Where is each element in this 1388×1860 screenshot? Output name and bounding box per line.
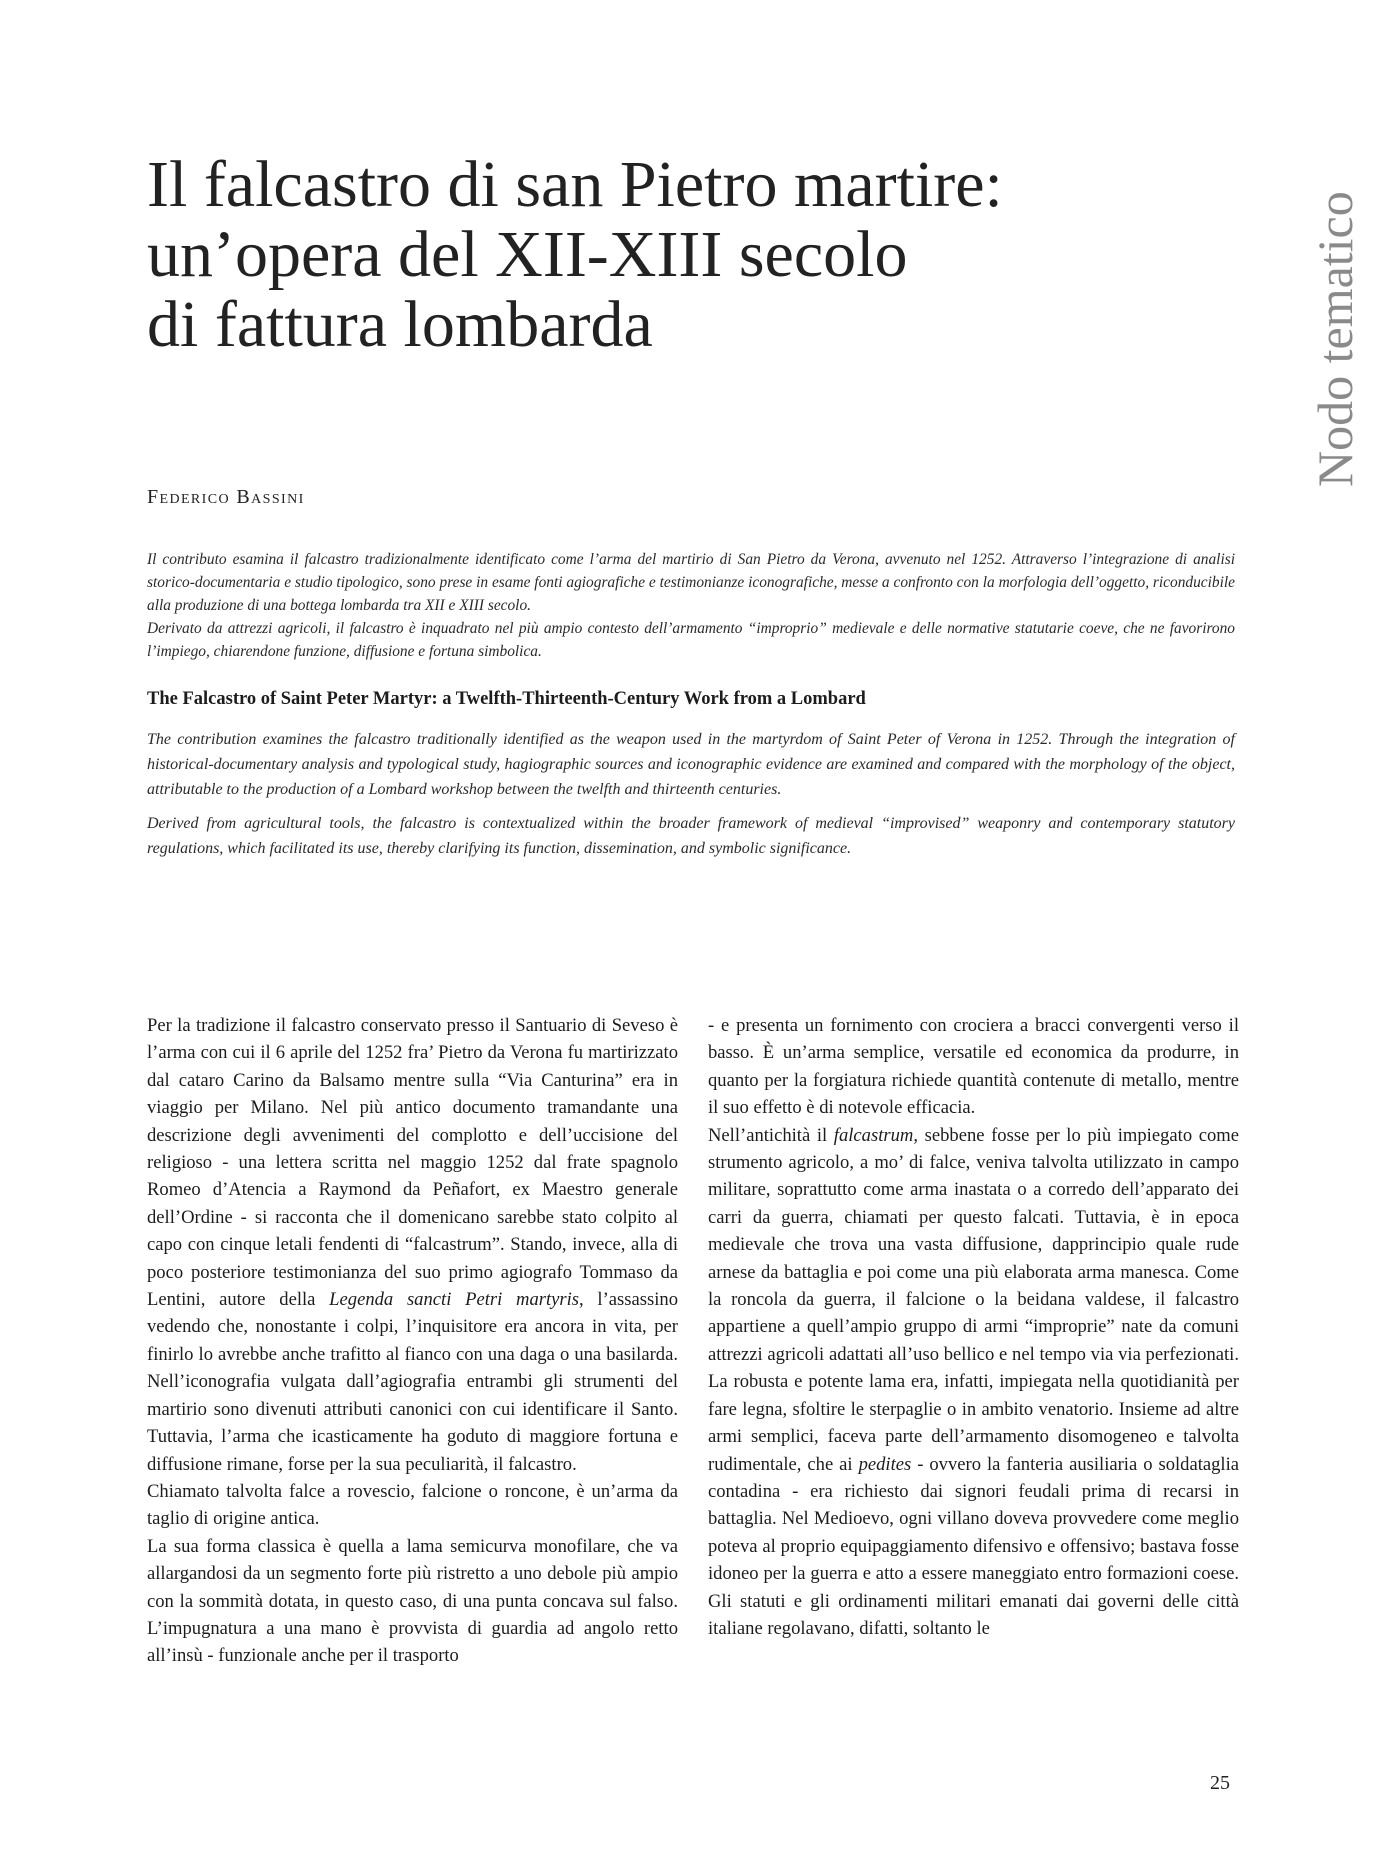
body-column-left xyxy=(147,1012,678,1670)
author-name: Federico Bassini xyxy=(147,486,305,508)
body-italic-term: pedites xyxy=(858,1453,912,1475)
abstract-it-paragraph: Il contributo esamina il falcastro tradizionalmente identificato come l’arma del martirio di San Pietro da Verona, avvenuto nel 1252. Attraverso l’integrazione di analisi storico-documentaria e studio tipologico, sono prese in esame fonti agiografiche e testimonianze iconografiche, messe a confronto con la morfologia dell’oggetto, riconducibile alla produzione di una bottega lombarda tra XII e XIII secolo. xyxy=(147,551,1235,614)
body-text: - ovvero la fanteria ausiliaria o soldataglia contadina - era richiesto dai signori feudali prima di recarsi in battaglia. Nel Medioevo, ogni villano doveva provvedere come meglio poteva al proprio equipaggiamento difensivo e offensivo; bastava fosse idoneo per la guerra e atto a essere maneggiato entro formazioni coese. Gli statuti e gli ordinamenti militari emanati dai governi delle città italiane regolavano, difatti, soltanto le xyxy=(708,1453,1240,1639)
body-paragraph: - e presenta un fornimento con crociera a bracci convergenti verso il basso. È un’arma semplice, versatile ed economica da produrre, in quanto per la forgiatura richiede quantità contenute di metallo, mentre il suo effetto è di notevole efficacia. xyxy=(708,1015,1239,1119)
body-column-right xyxy=(708,1012,1239,1642)
body-text: Nell’antichità il xyxy=(708,1124,834,1146)
section-label: Nodo tematico xyxy=(1307,191,1363,487)
body-paragraph xyxy=(708,1122,1239,1643)
abstract-en-paragraph: The contribution examines the falcastro traditionally identified as the weapon used in the martyrdom of Saint Peter of Verona in 1252. Through the integration of historical-documentary analysis and typological study, hagiographic sources and iconographic evidence are examined and compared with the morphology of the object, attributable to the production of a Lombard workshop between the twelfth and thirteenth centuries. xyxy=(147,731,1235,798)
abstract-it-paragraph: Derivato da attrezzi agricoli, il falcastro è inquadrato nel più ampio contesto dell’armamento “improprio” medievale e delle normative statutarie coeve, che ne favorirono l’impiego, chiarendone funzione, diffusione e fortuna simbolica. xyxy=(147,620,1235,660)
title-line-1: Il falcastro di san Pietro martire: xyxy=(147,148,1003,221)
body-paragraph: Chiamato talvolta falce a rovescio, falcione o roncone, è un’arma da taglio di origine antica. xyxy=(147,1480,678,1530)
body-paragraph: La sua forma classica è quella a lama semicurva monofilare, che va allargandosi da un segmento forte più ristretto a uno debole più ampio con la sommità dotata, in questo caso, di una punta concava sul falso. L’impugnatura a una mano è provvista di guardia ad angolo retto all’insù - funzionale anche per il trasporto xyxy=(147,1535,678,1667)
abstract-italian xyxy=(147,548,1235,663)
body-italic-title: Legenda sancti Petri martyris xyxy=(329,1289,580,1311)
page-number: 25 xyxy=(1210,1772,1230,1794)
english-title: The Falcastro of Saint Peter Martyr: a Twelfth-Thirteenth-Century Work from a Lombard xyxy=(147,689,866,709)
article-title xyxy=(147,150,1147,360)
abstract-en-paragraph: Derived from agricultural tools, the falcastro is contextualized within the broader framework of medieval “improvised” weaponry and contemporary statutory regulations, which facilitated its use, thereby clarifying its function, dissemination, and symbolic significance. xyxy=(147,815,1235,857)
body-paragraph xyxy=(147,1012,678,1478)
body-text: , l’assassino vedendo che, nonostante i colpi, l’inquisitore era ancora in vita, per finirlo lo avrebbe anche trafitto al fianco con una daga o una basilarda. Nell’iconografia vulgata dall’agiografia entrambi gli strumenti del martirio sono divenuti attributi canonici con cui identificare il Santo. Tuttavia, l’arma che icasticamente ha goduto di maggiore fortuna e diffusione rimane, forse per la sua peculiarità, il falcastro. xyxy=(147,1289,679,1475)
title-line-2: un’opera del XII-XIII secolo xyxy=(147,218,908,291)
title-line-3: di fattura lombarda xyxy=(147,288,653,361)
body-text: , sebbene fosse per lo più impiegato come strumento agricolo, a mo’ di falce, veniva talvolta utilizzato in campo militare, soprattutto come arma inastata o a corredo dell’apparato dei carri da guerra, chiamati per questo falcati. Tuttavia, è in epoca medievale che trova una vasta diffusione, dapprincipio quale rude arnese da battaglia e poi come una più elaborata arma manesca. Come la roncola da guerra, il falcione o la beidana valdese, il falcastro appartiene a quell’ampio gruppo di armi “improprie” nate da comuni attrezzi agricoli adattati all’uso bellico e nel tempo via via perfezionati. La robusta e potente lama era, infatti, impiegata nella quotidianità per fare legna, sfoltire le sterpaglie o in ambito venatorio. Insieme ad altre armi semplici, faceva parte dell’armamento disomogeneo e talvolta rudimentale, che ai xyxy=(708,1124,1239,1475)
body-italic-term: falcastrum xyxy=(833,1124,914,1146)
body-text: Per la tradizione il falcastro conservato presso il Santuario di Seveso è l’arma con cui il 6 aprile del 1252 fra’ Pietro da Verona fu martirizzato dal cataro Carino da Balsamo mentre sulla “Via Canturina” era in viaggio per Milano. Nel più antico documento tramandante una descrizione degli avvenimenti del complotto e dell’uccisione del religioso - una lettera scritta nel maggio 1252 dal frate spagnolo Romeo d’Atencia a Raymond da Peñafort, ex Maestro generale dell’Ordine - si racconta che il domenicano sarebbe stato colpito al capo con cinque letali fendenti di “falcastrum”. Stando, invece, alla di poco posteriore testimonianza del suo primo agiografo Tommaso da Lentini, autore della xyxy=(147,1015,678,1311)
abstract-english xyxy=(147,727,1235,870)
